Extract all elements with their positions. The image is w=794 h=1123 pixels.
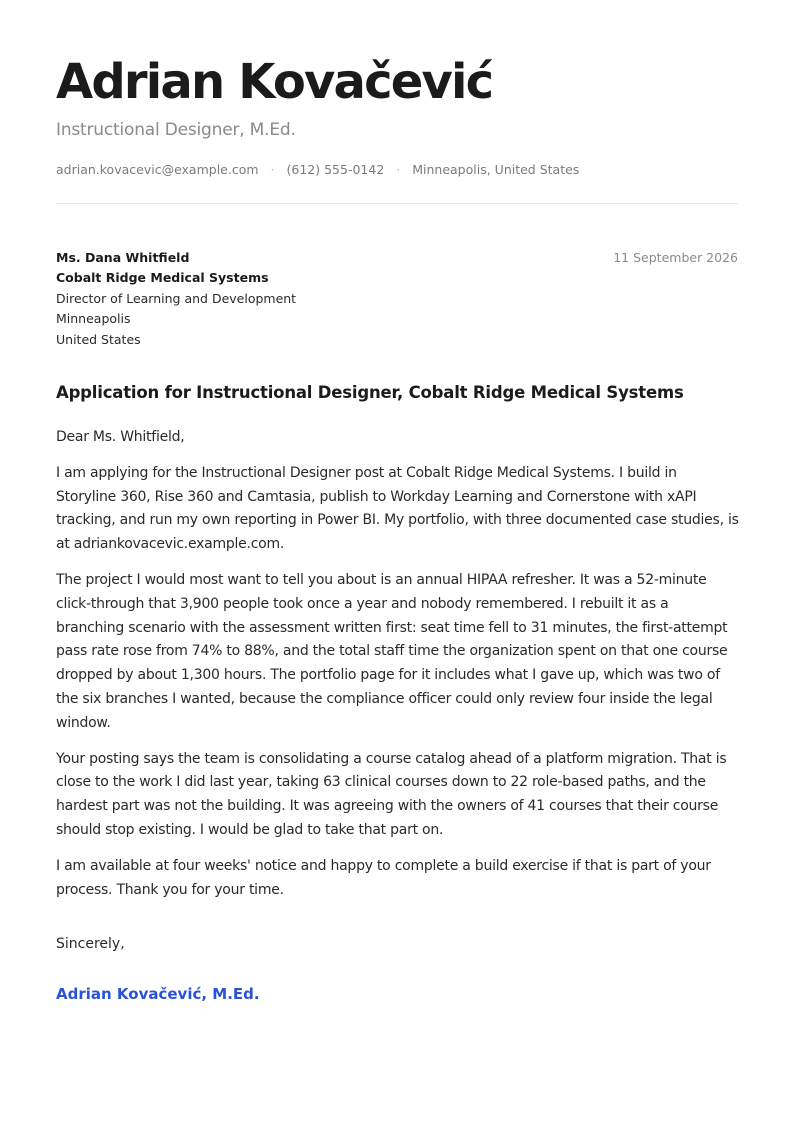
letter-subject: Application for Instructional Designer, Cobalt Ridge Medical Systems xyxy=(56,383,684,402)
closing: Sincerely, xyxy=(56,936,125,952)
letter-date: 11 September 2026 xyxy=(613,250,738,265)
applicant-title: Instructional Designer, M.Ed. xyxy=(56,120,296,140)
contact-location: Minneapolis, United States xyxy=(412,162,580,177)
salutation: Dear Ms. Whitfield, xyxy=(56,429,185,445)
signature: Adrian Kovačević, M.Ed. xyxy=(56,985,260,1003)
recipient-block xyxy=(56,248,296,350)
recipient-role: Director of Learning and Development xyxy=(56,290,297,306)
body-paragraph: The project I would most want to tell you about is an annual HIPAA refresher. It was a 52-minute click-through that 3,900 people took once a year and nobody remembered. I rebuilt it as a branching scenario with the assessment written first: seat time fell to 31 minutes, the first-attempt pass rate rose from 74% to 88%, and the total staff time the organization spent on that one course dropped by about 1,300 hours. The portfolio page for it includes what I gave up, which was two of the six branches I wanted, because the compliance officer could only review four inside the legal window. xyxy=(56,571,728,731)
recipient-city: Minneapolis xyxy=(56,311,131,327)
body-paragraph: I am available at four weeks' notice and happy to complete a build exercise if that is part of your process. Thank you for your time. xyxy=(56,857,711,898)
contact-separator: · xyxy=(396,162,401,177)
letter-body xyxy=(56,426,740,914)
contact-separator: · xyxy=(270,162,275,177)
contact-line xyxy=(56,161,579,179)
contact-phone[interactable]: (612) 555-0142 xyxy=(286,162,385,177)
recipient-company: Cobalt Ridge Medical Systems xyxy=(56,270,269,286)
header-divider xyxy=(56,203,738,204)
body-paragraph: Your posting says the team is consolidating a course catalog ahead of a platform migration. That is close to the work I did last year, taking 63 clinical courses down to 22 role-based paths, and the hardest part was not the building. It was agreeing with the owners of 41 courses that their course should stop existing. I would be glad to take that part on. xyxy=(56,750,727,838)
body-paragraph: I am applying for the Instructional Designer post at Cobalt Ridge Medical Systems. I build in Storyline 360, Rise 360 and Camtasia, publish to Workday Learning and Cornerstone with xAPI tracking, and run my own reporting in Power BI. My portfolio, with three documented case studies, is at adriankovacevic.example.com. xyxy=(56,464,739,553)
contact-email[interactable]: adrian.kovacevic@example.com xyxy=(56,162,259,177)
recipient-country: United States xyxy=(56,331,141,347)
recipient-name: Ms. Dana Whitfield xyxy=(56,250,190,265)
applicant-name: Adrian Kovačević xyxy=(56,54,493,110)
